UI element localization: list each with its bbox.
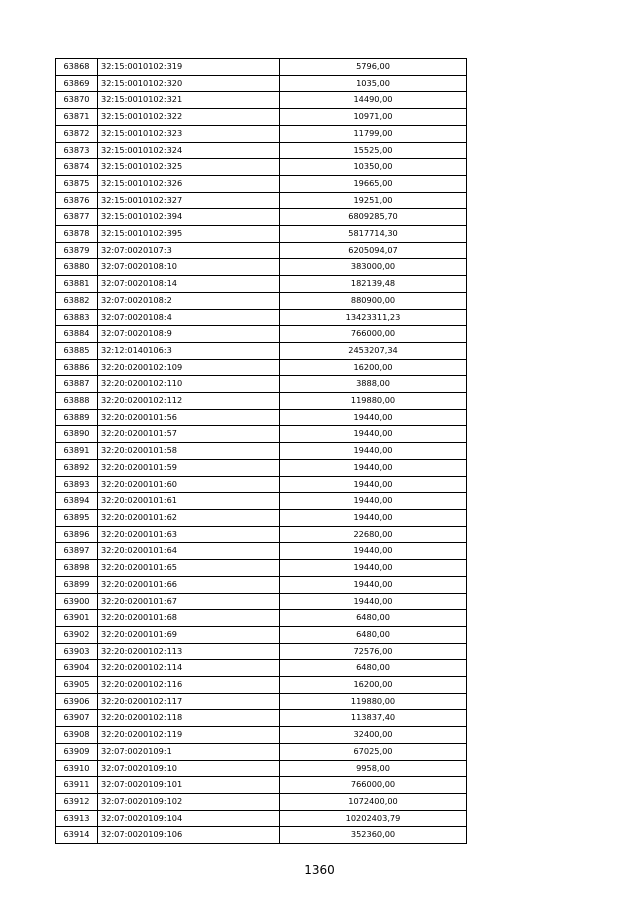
cadastral-number-cell: 32:15:0010102:324 — [98, 142, 280, 159]
value-cell: 22680,00 — [280, 526, 467, 543]
value-cell: 119880,00 — [280, 693, 467, 710]
cadastral-number-cell: 32:20:0200102:112 — [98, 393, 280, 410]
table-row — [56, 459, 467, 476]
value-cell: 766000,00 — [280, 777, 467, 794]
table-row — [56, 209, 467, 226]
table-row — [56, 409, 467, 426]
table-row — [56, 743, 467, 760]
cadastral-number-cell: 32:07:0020108:2 — [98, 292, 280, 309]
value-cell: 9958,00 — [280, 760, 467, 777]
row-number-cell: 63894 — [56, 493, 98, 510]
cadastral-number-cell: 32:20:0200102:117 — [98, 693, 280, 710]
cadastral-number-cell: 32:20:0200102:110 — [98, 376, 280, 393]
cadastral-number-cell: 32:20:0200102:109 — [98, 359, 280, 376]
table-row — [56, 92, 467, 109]
row-number-cell: 63891 — [56, 443, 98, 460]
cadastral-number-cell: 32:15:0010102:327 — [98, 192, 280, 209]
table-row — [56, 560, 467, 577]
value-cell: 19251,00 — [280, 192, 467, 209]
row-number-cell: 63906 — [56, 693, 98, 710]
value-cell: 19440,00 — [280, 560, 467, 577]
row-number-cell: 63882 — [56, 292, 98, 309]
value-cell: 6205094,07 — [280, 242, 467, 259]
value-cell: 1072400,00 — [280, 793, 467, 810]
value-cell: 16200,00 — [280, 677, 467, 694]
cadastral-number-cell: 32:20:0200101:58 — [98, 443, 280, 460]
cadastral-number-cell: 32:20:0200101:56 — [98, 409, 280, 426]
value-cell: 11799,00 — [280, 125, 467, 142]
cadastral-number-cell: 32:20:0200101:61 — [98, 493, 280, 510]
cadastral-number-cell: 32:07:0020109:101 — [98, 777, 280, 794]
row-number-cell: 63899 — [56, 576, 98, 593]
row-number-cell: 63902 — [56, 626, 98, 643]
value-cell: 19440,00 — [280, 409, 467, 426]
cadastral-number-cell: 32:20:0200102:113 — [98, 643, 280, 660]
page-number: 1360 — [304, 863, 335, 877]
row-number-cell: 63887 — [56, 376, 98, 393]
row-number-cell: 63888 — [56, 393, 98, 410]
cadastral-number-cell: 32:20:0200102:118 — [98, 710, 280, 727]
cadastral-number-cell: 32:07:0020109:102 — [98, 793, 280, 810]
table-row — [56, 660, 467, 677]
value-cell: 67025,00 — [280, 743, 467, 760]
table-row — [56, 827, 467, 844]
value-cell: 19440,00 — [280, 476, 467, 493]
table-row — [56, 610, 467, 627]
cadastral-number-cell: 32:12:0140106:3 — [98, 342, 280, 359]
row-number-cell: 63877 — [56, 209, 98, 226]
row-number-cell: 63913 — [56, 810, 98, 827]
value-cell: 880900,00 — [280, 292, 467, 309]
row-number-cell: 63912 — [56, 793, 98, 810]
cadastral-number-cell: 32:20:0200101:59 — [98, 459, 280, 476]
table-row — [56, 142, 467, 159]
table-row — [56, 192, 467, 209]
cadastral-number-cell: 32:15:0010102:326 — [98, 175, 280, 192]
row-number-cell: 63874 — [56, 159, 98, 176]
table-row — [56, 576, 467, 593]
cadastral-number-cell: 32:20:0200101:67 — [98, 593, 280, 610]
value-cell: 19665,00 — [280, 175, 467, 192]
row-number-cell: 63880 — [56, 259, 98, 276]
row-number-cell: 63884 — [56, 326, 98, 343]
row-number-cell: 63876 — [56, 192, 98, 209]
value-cell: 352360,00 — [280, 827, 467, 844]
value-cell: 113837,40 — [280, 710, 467, 727]
row-number-cell: 63869 — [56, 75, 98, 92]
table-row — [56, 359, 467, 376]
value-cell: 5796,00 — [280, 59, 467, 76]
value-cell: 19440,00 — [280, 493, 467, 510]
cadastral-number-cell: 32:15:0010102:322 — [98, 109, 280, 126]
value-cell: 14490,00 — [280, 92, 467, 109]
cadastral-number-cell: 32:07:0020107:3 — [98, 242, 280, 259]
value-cell: 10202403,79 — [280, 810, 467, 827]
table-row — [56, 509, 467, 526]
row-number-cell: 63886 — [56, 359, 98, 376]
cadastral-value-table — [55, 58, 467, 844]
row-number-cell: 63883 — [56, 309, 98, 326]
cadastral-number-cell: 32:20:0200101:64 — [98, 543, 280, 560]
table-row — [56, 75, 467, 92]
value-cell: 19440,00 — [280, 459, 467, 476]
table-row — [56, 125, 467, 142]
row-number-cell: 63897 — [56, 543, 98, 560]
cadastral-number-cell: 32:20:0200102:116 — [98, 677, 280, 694]
row-number-cell: 63885 — [56, 342, 98, 359]
table-row — [56, 59, 467, 76]
cadastral-number-cell: 32:15:0010102:395 — [98, 226, 280, 243]
table-body — [56, 59, 467, 844]
table-row — [56, 810, 467, 827]
row-number-cell: 63879 — [56, 242, 98, 259]
table-row — [56, 793, 467, 810]
cadastral-number-cell: 32:20:0200101:63 — [98, 526, 280, 543]
row-number-cell: 63872 — [56, 125, 98, 142]
table-row — [56, 226, 467, 243]
table-row — [56, 376, 467, 393]
value-cell: 766000,00 — [280, 326, 467, 343]
value-cell: 182139,48 — [280, 276, 467, 293]
cadastral-number-cell: 32:07:0020109:104 — [98, 810, 280, 827]
value-cell: 1035,00 — [280, 75, 467, 92]
row-number-cell: 63909 — [56, 743, 98, 760]
table-row — [56, 677, 467, 694]
cadastral-number-cell: 32:20:0200102:114 — [98, 660, 280, 677]
row-number-cell: 63908 — [56, 727, 98, 744]
table-row — [56, 426, 467, 443]
value-cell: 6809285,70 — [280, 209, 467, 226]
table-row — [56, 493, 467, 510]
table-row — [56, 727, 467, 744]
value-cell: 3888,00 — [280, 376, 467, 393]
row-number-cell: 63870 — [56, 92, 98, 109]
row-number-cell: 63910 — [56, 760, 98, 777]
cadastral-number-cell: 32:20:0200101:69 — [98, 626, 280, 643]
row-number-cell: 63900 — [56, 593, 98, 610]
value-cell: 19440,00 — [280, 543, 467, 560]
row-number-cell: 63911 — [56, 777, 98, 794]
row-number-cell: 63903 — [56, 643, 98, 660]
row-number-cell: 63871 — [56, 109, 98, 126]
table-row — [56, 175, 467, 192]
table-row — [56, 593, 467, 610]
row-number-cell: 63896 — [56, 526, 98, 543]
row-number-cell: 63868 — [56, 59, 98, 76]
value-cell: 15525,00 — [280, 142, 467, 159]
value-cell: 6480,00 — [280, 660, 467, 677]
table-row — [56, 526, 467, 543]
value-cell: 19440,00 — [280, 576, 467, 593]
row-number-cell: 63914 — [56, 827, 98, 844]
table-row — [56, 476, 467, 493]
value-cell: 19440,00 — [280, 426, 467, 443]
table-row — [56, 109, 467, 126]
cadastral-number-cell: 32:07:0020108:10 — [98, 259, 280, 276]
table-row — [56, 259, 467, 276]
value-cell: 16200,00 — [280, 359, 467, 376]
cadastral-number-cell: 32:15:0010102:394 — [98, 209, 280, 226]
value-cell: 13423311,23 — [280, 309, 467, 326]
cadastral-number-cell: 32:07:0020108:14 — [98, 276, 280, 293]
table-row — [56, 292, 467, 309]
row-number-cell: 63889 — [56, 409, 98, 426]
value-cell: 6480,00 — [280, 626, 467, 643]
cadastral-number-cell: 32:15:0010102:321 — [98, 92, 280, 109]
table-row — [56, 159, 467, 176]
cadastral-number-cell: 32:20:0200102:119 — [98, 727, 280, 744]
value-cell: 383000,00 — [280, 259, 467, 276]
row-number-cell: 63907 — [56, 710, 98, 727]
row-number-cell: 63878 — [56, 226, 98, 243]
table-row — [56, 326, 467, 343]
table-row — [56, 760, 467, 777]
value-cell: 32400,00 — [280, 727, 467, 744]
row-number-cell: 63904 — [56, 660, 98, 677]
cadastral-number-cell: 32:15:0010102:320 — [98, 75, 280, 92]
table-row — [56, 242, 467, 259]
value-cell: 10971,00 — [280, 109, 467, 126]
row-number-cell: 63895 — [56, 509, 98, 526]
row-number-cell: 63893 — [56, 476, 98, 493]
cadastral-number-cell: 32:07:0020109:106 — [98, 827, 280, 844]
row-number-cell: 63905 — [56, 677, 98, 694]
value-cell: 19440,00 — [280, 509, 467, 526]
value-cell: 72576,00 — [280, 643, 467, 660]
table-row — [56, 543, 467, 560]
value-cell: 10350,00 — [280, 159, 467, 176]
table-row — [56, 342, 467, 359]
cadastral-number-cell: 32:07:0020109:10 — [98, 760, 280, 777]
table-row — [56, 643, 467, 660]
table-row — [56, 626, 467, 643]
row-number-cell: 63890 — [56, 426, 98, 443]
table-row — [56, 443, 467, 460]
row-number-cell: 63881 — [56, 276, 98, 293]
cadastral-number-cell: 32:20:0200101:57 — [98, 426, 280, 443]
cadastral-number-cell: 32:07:0020109:1 — [98, 743, 280, 760]
table-row — [56, 276, 467, 293]
value-cell: 2453207,34 — [280, 342, 467, 359]
cadastral-number-cell: 32:20:0200101:62 — [98, 509, 280, 526]
value-cell: 19440,00 — [280, 593, 467, 610]
cadastral-number-cell: 32:15:0010102:323 — [98, 125, 280, 142]
cadastral-number-cell: 32:15:0010102:319 — [98, 59, 280, 76]
row-number-cell: 63873 — [56, 142, 98, 159]
cadastral-number-cell: 32:20:0200101:68 — [98, 610, 280, 627]
table-row — [56, 777, 467, 794]
cadastral-number-cell: 32:07:0020108:9 — [98, 326, 280, 343]
cadastral-number-cell: 32:20:0200101:60 — [98, 476, 280, 493]
row-number-cell: 63875 — [56, 175, 98, 192]
value-cell: 119880,00 — [280, 393, 467, 410]
table-row — [56, 710, 467, 727]
table-row — [56, 309, 467, 326]
value-cell: 19440,00 — [280, 443, 467, 460]
table-row — [56, 393, 467, 410]
row-number-cell: 63898 — [56, 560, 98, 577]
cadastral-number-cell: 32:15:0010102:325 — [98, 159, 280, 176]
value-cell: 5817714,30 — [280, 226, 467, 243]
cadastral-number-cell: 32:20:0200101:65 — [98, 560, 280, 577]
table-row — [56, 693, 467, 710]
row-number-cell: 63901 — [56, 610, 98, 627]
value-cell: 6480,00 — [280, 610, 467, 627]
row-number-cell: 63892 — [56, 459, 98, 476]
cadastral-number-cell: 32:07:0020108:4 — [98, 309, 280, 326]
cadastral-number-cell: 32:20:0200101:66 — [98, 576, 280, 593]
